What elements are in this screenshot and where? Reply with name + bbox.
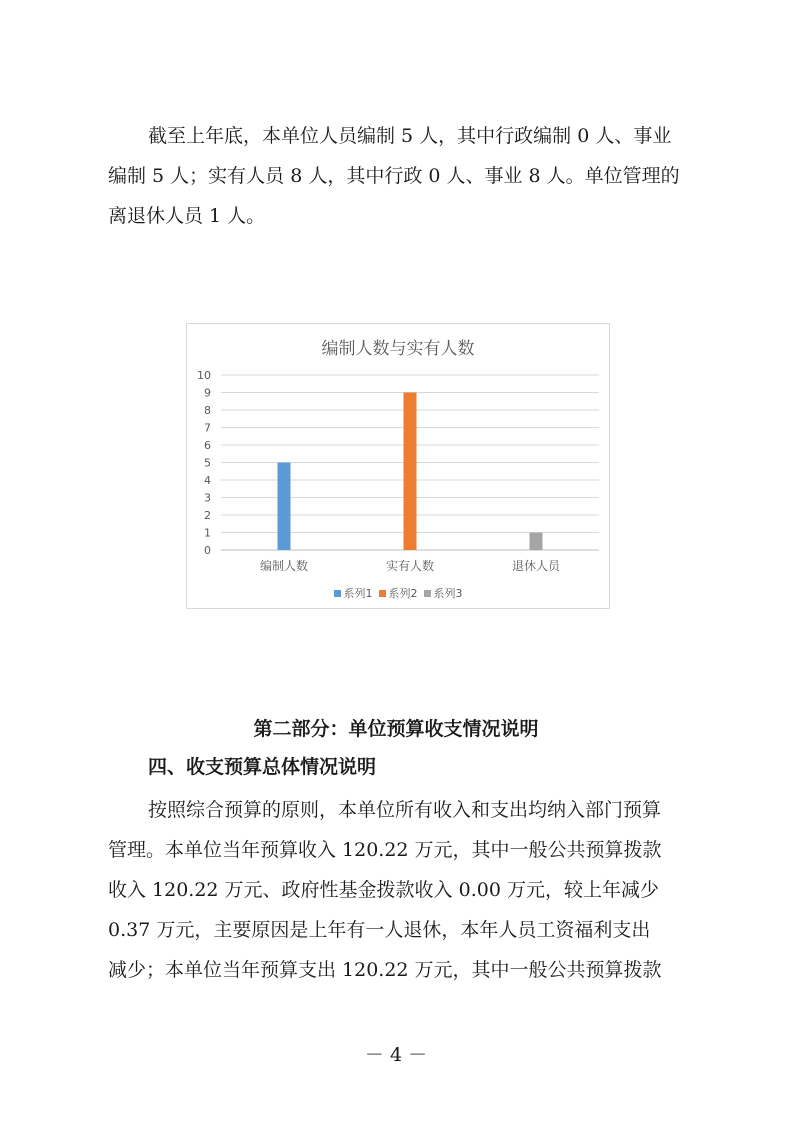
- y-tick-label: 7: [204, 421, 211, 435]
- legend-swatch: [424, 590, 431, 597]
- paragraph-line: 管理。本单位当年预算收入 120.22 万元，其中一般公共预算拨款: [108, 839, 662, 861]
- bar: [530, 533, 543, 551]
- paragraph-line: 按照综合预算的原则，本单位所有收入和支出均纳入部门预算: [148, 799, 662, 821]
- paragraph-line: 减少；本单位当年预算支出 120.22 万元，其中一般公共预算拨款: [108, 959, 662, 981]
- y-tick-label: 3: [204, 491, 211, 505]
- x-tick-label: 退休人员: [511, 559, 561, 573]
- chart-canvas: [187, 324, 611, 610]
- subsection-heading: 四、收支预算总体情况说明: [148, 756, 377, 778]
- paragraph-line: 0.37 万元，主要原因是上年有一人退休，本年人员工资福利支出: [108, 919, 651, 941]
- paragraph-line: 收入 120.22 万元、政府性基金拨款收入 0.00 万元，较上年减少: [108, 879, 659, 901]
- legend-swatch: [379, 590, 386, 597]
- legend-label: 系列1: [343, 587, 373, 600]
- bar: [404, 393, 417, 551]
- legend-swatch: [334, 590, 341, 597]
- y-tick-label: 9: [204, 386, 211, 400]
- paragraph-line: 离退休人员 1 人。: [108, 205, 266, 227]
- page-number: － 4 －: [364, 1044, 428, 1066]
- chart-legend: [187, 585, 609, 601]
- budget-paragraph: [108, 790, 696, 990]
- legend-label: 系列3: [433, 587, 463, 600]
- legend-label: 系列2: [388, 587, 418, 600]
- y-tick-label: 6: [204, 439, 211, 452]
- legend-item: [424, 587, 463, 600]
- paragraph-line: 编制 5 人；实有人员 8 人，其中行政 0 人、事业 8 人。单位管理的: [108, 165, 680, 187]
- staffing-paragraph: [108, 116, 696, 236]
- y-tick-label: 10: [197, 369, 211, 382]
- x-tick-label: 实有人数: [385, 559, 435, 573]
- y-tick-label: 2: [204, 509, 211, 522]
- x-tick-label: 编制人数: [259, 559, 309, 573]
- chart-title: 编制人数与实有人数: [321, 339, 475, 359]
- y-tick-label: 8: [204, 404, 211, 417]
- bar: [278, 463, 291, 551]
- y-tick-label: 4: [204, 474, 211, 487]
- staffing-chart: [186, 323, 610, 609]
- y-tick-label: 1: [204, 526, 211, 540]
- paragraph-line: 截至上年底，本单位人员编制 5 人，其中行政编制 0 人、事业: [148, 125, 672, 147]
- section-heading: 第二部分：单位预算收支情况说明: [253, 718, 539, 740]
- legend-item: [334, 587, 373, 600]
- y-tick-label: 5: [204, 456, 211, 470]
- y-tick-label: 0: [204, 544, 211, 557]
- legend-item: [379, 587, 418, 600]
